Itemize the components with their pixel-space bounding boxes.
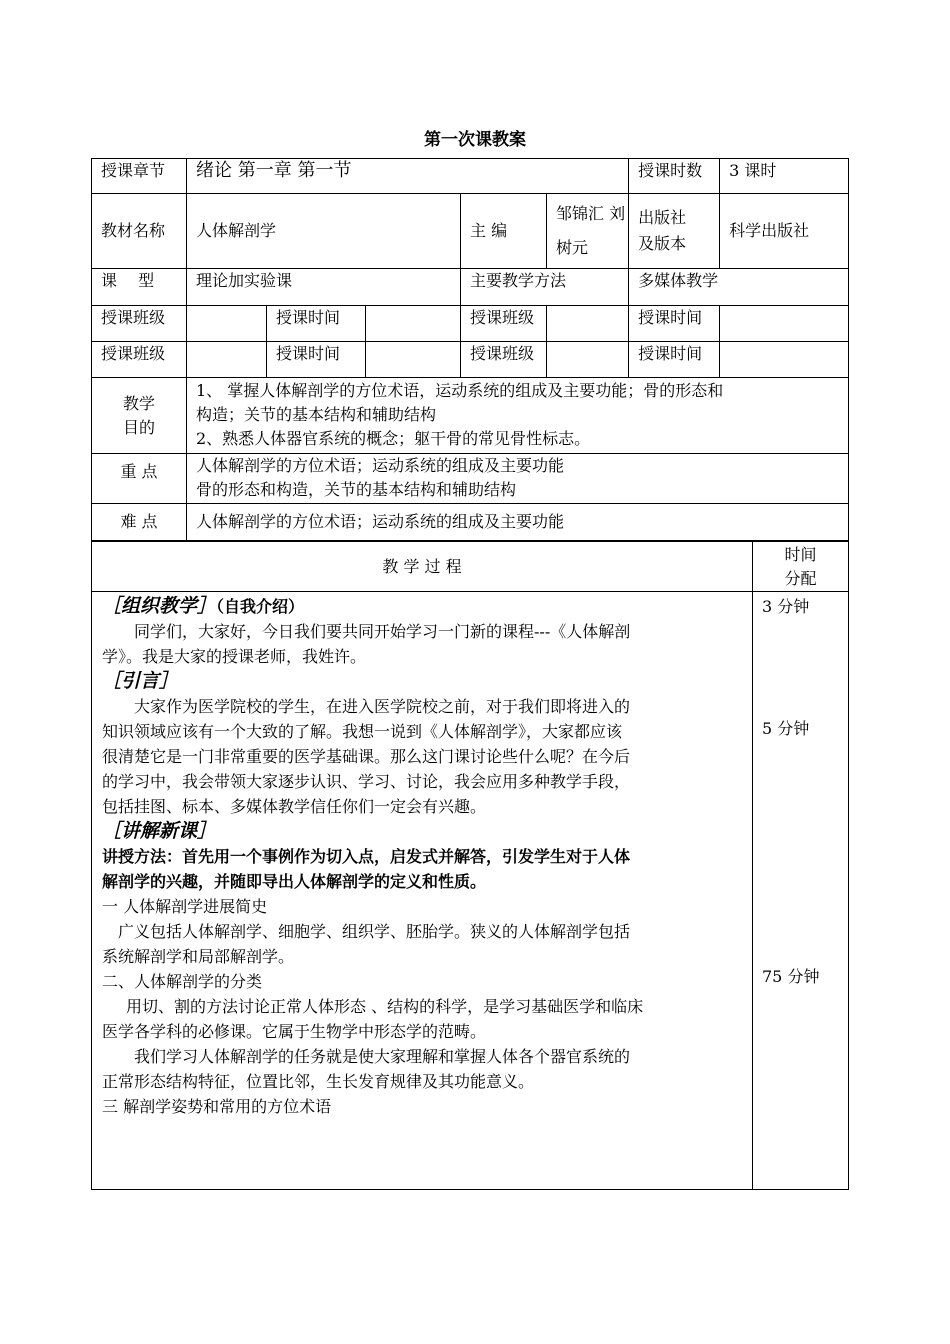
org-sub: （自我介绍） [216,597,305,616]
intro-line-1: 大家作为医学院校的学生，在进入医学院校之前，对于我们即将进入的 [134,697,631,716]
section-3-title: 三 解剖学姿势和常用的方位术语 [102,1097,332,1116]
textbook-value: 人体解剖学 [187,194,461,269]
class-value-3 [187,342,267,378]
publisher-label-line-1: 出版社 [638,208,687,227]
section-1-title: 一 人体解剖学进展简史 [102,897,268,916]
time-org: 3 分钟 [762,597,810,616]
class-value-2 [547,306,629,342]
intro-line-4: 的学习中，我会带领大家逐步认识、学习、讨论，我会应用多种教学手段， [102,772,631,791]
page-title: 第一次课教案 [424,130,526,150]
class-value-1 [187,306,267,342]
new-lesson-heading: ［讲解新课］ [102,820,217,842]
hours-label: 授课时数 [629,159,720,194]
key-line-1: 人体解剖学的方位术语；运动系统的组成及主要功能 [196,456,565,475]
time-label-2: 授课时间 [629,306,720,342]
time-heading-line-2: 分配 [784,568,817,588]
process-content [92,592,753,1190]
hours-value: 3 课时 [720,159,849,194]
section-1-line-1: 广义包括人体解剖学、细胞学、组织学、胚胎学。狭义的人体解剖学包括 [118,922,631,941]
section-1-line-2: 系统解剖学和局部解剖学。 [102,947,295,966]
key-text [187,454,849,504]
org-line-2: 学》。我是大家的授课老师，我姓许。 [102,647,367,666]
class-label-4: 授课班级 [461,342,547,378]
time-new-lesson: 75 分钟 [762,967,820,986]
intro-line-2: 知识领域应该有一个大致的了解。我想一说到《人体解剖学》，大家都应该 [102,722,623,741]
publisher-label-line-2: 及版本 [638,234,687,253]
goal-label [92,378,187,454]
editor-line-2: 树元 [556,238,589,257]
publisher-value: 科学出版社 [720,194,849,269]
time-value-2 [720,306,849,342]
class-label-2: 授课班级 [461,306,547,342]
goal-label-line-2: 目的 [122,417,155,437]
chapter-value: 绪论 第一章 第一节 [187,159,629,194]
time-value-4 [720,342,849,378]
goal-line-2: 构造；关节的基本结构和辅助结构 [196,405,437,424]
org-heading: ［组织教学］ [102,595,217,617]
textbook-label: 教材名称 [92,194,187,269]
method-label: 主要教学方法 [461,269,629,306]
process-table [91,541,849,1190]
time-intro: 5 分钟 [762,719,810,738]
method-line-2: 解剖学的兴趣，并随即导出人体解剖学的定义和性质。 [102,872,487,891]
time-heading [753,542,849,592]
difficulty-label: 难 点 [92,504,187,541]
class-label-3: 授课班级 [92,342,187,378]
method-value: 多媒体教学 [629,269,849,306]
editor-line-1: 邹锦汇 刘 [556,204,626,223]
time-heading-line-1: 时间 [784,544,817,564]
section-2-line-4: 正常形态结构特征，位置比邻，生长发育规律及其功能意义。 [102,1072,535,1091]
type-value: 理论加实验课 [187,269,461,306]
chapter-label: 授课章节 [92,159,187,194]
goal-label-line-1: 教学 [122,393,155,413]
process-heading: 教 学 过 程 [92,542,753,592]
difficulty-text: 人体解剖学的方位术语；运动系统的组成及主要功能 [187,504,849,541]
method-line-1: 讲授方法：首先用一个事例作为切入点，启发式并解答，引发学生对于人体 [102,847,631,866]
key-line-2: 骨的形态和构造，关节的基本结构和辅助结构 [196,480,517,499]
section-2-line-2: 医学各学科的必修课。它属于生物学中形态学的范畴。 [102,1022,487,1041]
intro-line-3: 很清楚它是一门非常重要的医学基础课。那么这门课讨论些什么呢？在今后 [102,747,631,766]
class-value-4 [547,342,629,378]
editor-value [547,194,629,269]
intro-heading: ［引言］ [102,670,179,692]
time-label-4: 授课时间 [629,342,720,378]
time-allocation [753,592,849,1190]
org-line-1: 同学们，大家好，今日我们要共同开始学习一门新的课程---《人体解剖 [134,622,631,641]
lesson-info-table [91,158,849,541]
intro-line-5: 包括挂图、标本、多媒体教学信任你们一定会有兴趣。 [102,797,487,816]
time-label-3: 授课时间 [267,342,366,378]
goal-text [187,378,849,454]
section-2-title: 二、人体解剖学的分类 [102,972,263,991]
type-label: 课 型 [92,269,187,306]
editor-label: 主 编 [461,194,547,269]
section-2-line-1: 用切、割的方法讨论正常人体形态 、结构的科学，是学习基础医学和临床 [126,997,644,1016]
goal-line-1: 1、 掌握人体解剖学的方位术语，运动系统的组成及主要功能；骨的形态和 [196,381,724,400]
class-label-1: 授课班级 [92,306,187,342]
goal-line-3: 2、熟悉人体器官系统的概念；躯干骨的常见骨性标志。 [196,429,591,448]
time-value-1 [366,306,461,342]
time-value-3 [366,342,461,378]
key-label: 重 点 [92,454,187,504]
publisher-label [629,194,720,269]
time-label-1: 授课时间 [267,306,366,342]
section-2-line-3: 我们学习人体解剖学的任务就是使大家理解和掌握人体各个器官系统的 [134,1047,631,1066]
